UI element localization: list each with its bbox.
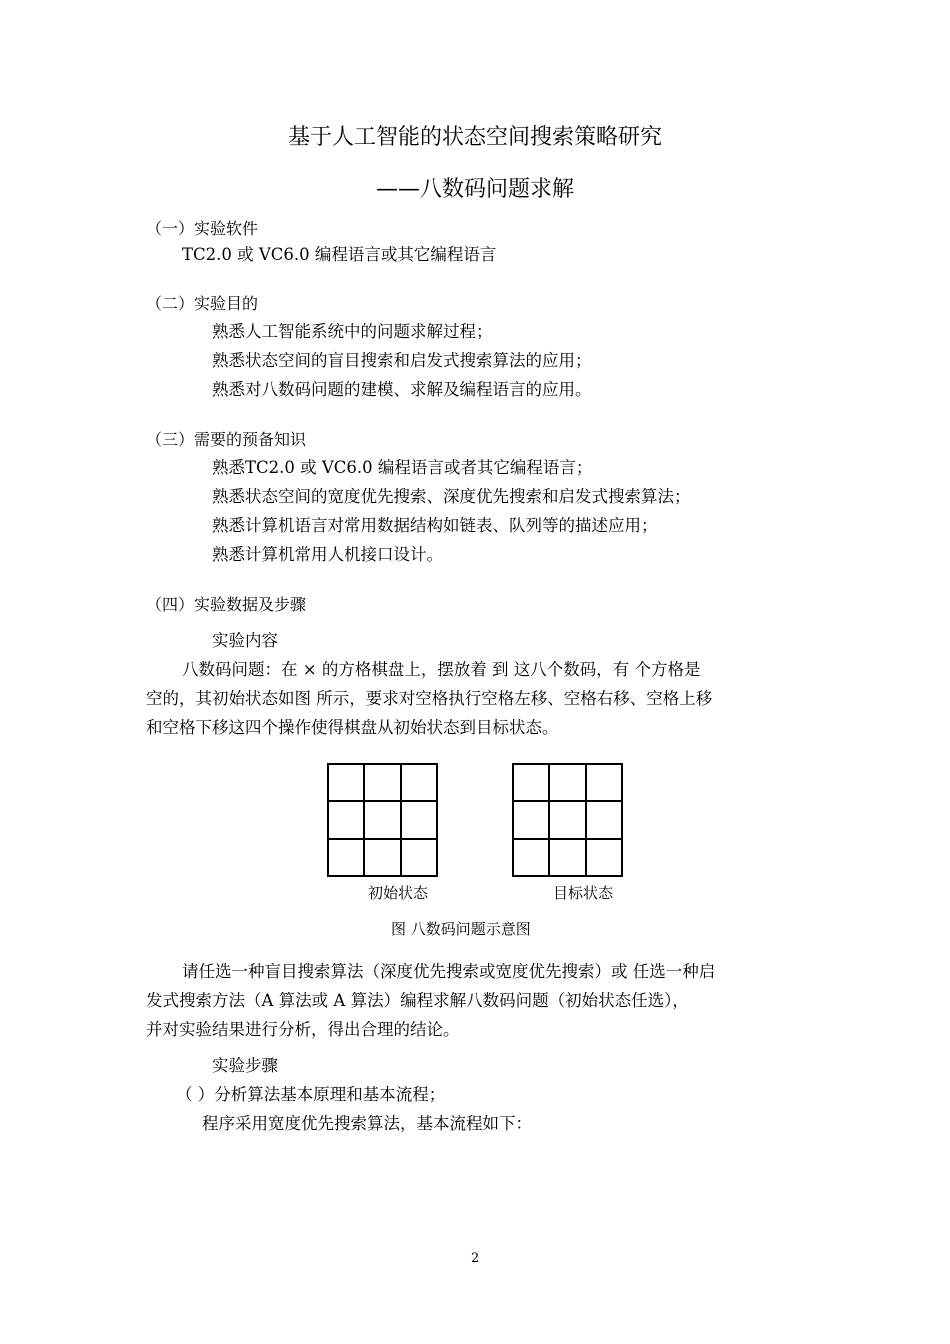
section-heading-software: （一）实验软件 (146, 219, 259, 238)
prereq-line-2: 熟悉状态空间的宽度优先搜索、深度优先搜索和启发式搜索算法； (212, 487, 691, 506)
grid-cell (513, 764, 549, 801)
section-heading-data-steps: （四）实验数据及步骤 (146, 595, 307, 614)
task-line-1: 请任选一种盲目搜索算法（深度优先搜索或宽度优先搜索）或 任选一种启 (182, 962, 716, 981)
page-number: 2 (471, 1251, 480, 1266)
grid-cell (401, 764, 437, 801)
step-1-detail: 程序采用宽度优先搜索算法，基本流程如下： (202, 1114, 532, 1133)
grid-cell (401, 839, 437, 876)
grid-cell (364, 801, 400, 838)
grid-cell (328, 839, 364, 876)
section-heading-purpose: （二）实验目的 (146, 294, 259, 313)
task-line-2: 发式搜索方法（A 算法或 A 算法）编程求解八数码问题（初始状态任选）， (146, 991, 689, 1010)
purpose-line-1: 熟悉人工智能系统中的问题求解过程； (212, 322, 493, 341)
page-subtitle: ——八数码问题求解 (375, 177, 574, 202)
initial-state-grid (327, 763, 438, 877)
grid-cell (586, 801, 622, 838)
step-1: （ ）分析算法基本原理和基本流程； (176, 1085, 446, 1104)
problem-line-1: 八数码问题：在 × 的方格棋盘上，摆放着 到 这八个数码，有 个方格是 (182, 660, 701, 679)
page-title: 基于人工智能的状态空间搜索策略研究 (287, 125, 662, 150)
grid-cell (549, 801, 585, 838)
software-line: TC2.0 或 VC6.0 编程语言或其它编程语言 (182, 245, 497, 264)
initial-state-label: 初始状态 (368, 884, 429, 902)
grid-cell (328, 801, 364, 838)
grid-cell (364, 839, 400, 876)
grid-cell (586, 839, 622, 876)
grid-cell (549, 839, 585, 876)
grid-cell (586, 764, 622, 801)
prereq-line-3: 熟悉计算机语言对常用数据结构如链表、队列等的描述应用； (212, 516, 658, 535)
grid-cell (549, 764, 585, 801)
section-heading-prerequisites: （三）需要的预备知识 (146, 430, 307, 449)
prereq-line-4: 熟悉计算机常用人机接口设计。 (212, 545, 443, 564)
grid-cell (401, 801, 437, 838)
goal-state-grid (512, 763, 623, 877)
problem-line-3: 和空格下移这四个操作使得棋盘从初始状态到目标状态。 (146, 718, 559, 737)
goal-state-label: 目标状态 (553, 884, 614, 902)
purpose-line-2: 熟悉状态空间的盲目搜索和启发式搜索算法的应用； (212, 351, 592, 370)
grid-cell (513, 839, 549, 876)
content-heading: 实验内容 (212, 631, 278, 650)
problem-line-2: 空的，其初始状态如图 所示，要求对空格执行空格左移、空格右移、空格上移 (146, 689, 713, 708)
steps-heading: 实验步骤 (212, 1056, 278, 1075)
task-line-3: 并对实验结果进行分析，得出合理的结论。 (146, 1020, 460, 1039)
prereq-line-1: 熟悉TC2.0 或 VC6.0 编程语言或者其它编程语言； (212, 458, 593, 477)
grid-cell (513, 801, 549, 838)
figure-caption: 图 八数码问题示意图 (391, 920, 531, 938)
grid-cell (328, 764, 364, 801)
grid-cell (364, 764, 400, 801)
purpose-line-3: 熟悉对八数码问题的建模、求解及编程语言的应用。 (212, 380, 592, 399)
